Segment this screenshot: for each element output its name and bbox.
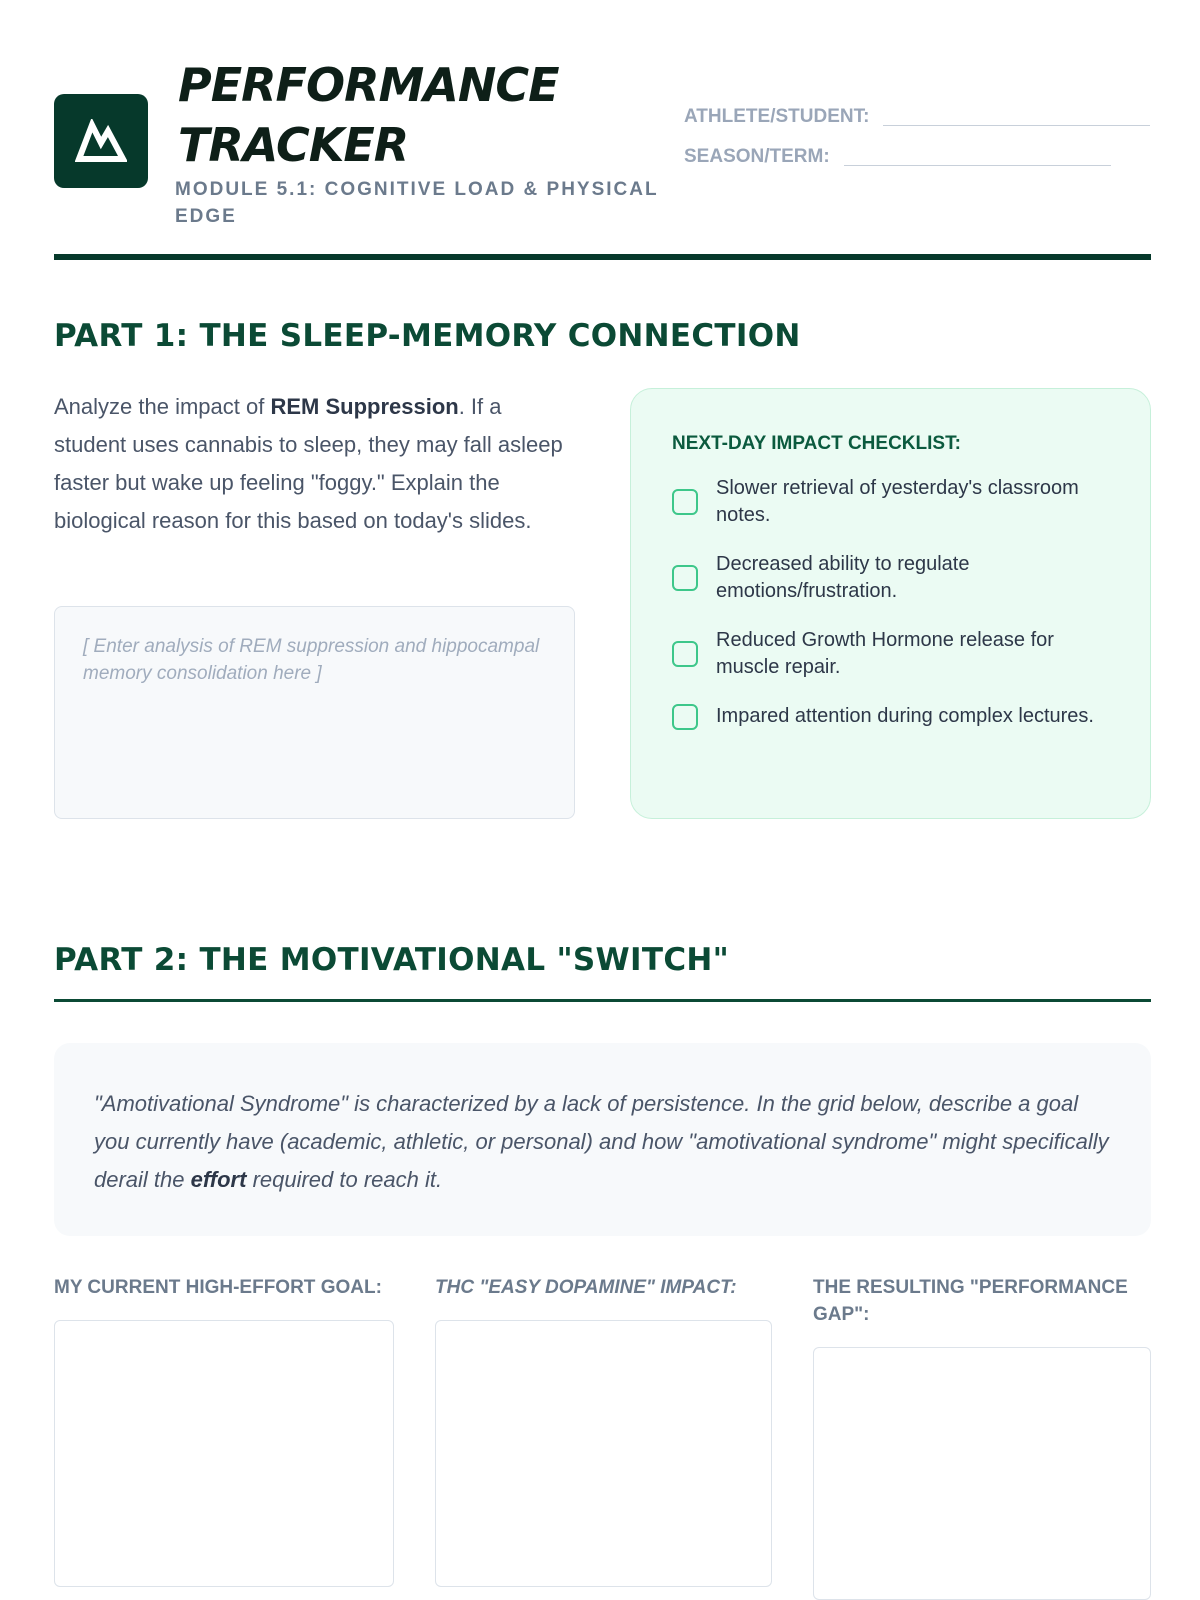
athlete-field-row — [684, 106, 1150, 128]
quote-text-end: required to reach it. — [246, 1167, 443, 1192]
goal-column-label: MY CURRENT HIGH-EFFORT GOAL: — [54, 1277, 382, 1298]
title-line-1: PERFORMANCE — [178, 58, 559, 112]
part1-instructions — [54, 388, 574, 540]
intro-bold-term: REM Suppression — [270, 394, 459, 419]
title-line-2: TRACKER — [178, 118, 409, 172]
module-subtitle: MODULE 5.1: COGNITIVE LOAD & PHYSICAL EDGE — [175, 179, 659, 227]
checklist-item-label: Impared attention during complex lectures. — [716, 705, 1094, 727]
checkbox[interactable] — [672, 565, 698, 591]
page-title — [178, 55, 648, 175]
checklist-item-label: Reduced Growth Hormone release for muscle repair. — [716, 629, 1054, 678]
logo — [54, 94, 148, 188]
checkbox[interactable] — [672, 704, 698, 730]
checklist-item-label: Decreased ability to regulate emotions/frustration. — [716, 553, 970, 602]
quote-bold-term: effort — [190, 1167, 247, 1192]
rem-analysis-input[interactable] — [54, 606, 575, 819]
quote-text-start: "Amotivational Syndrome" is characterized by a lack of persistence. In the grid below, describe a goal you currently have (academic, athletic, or personal) and how "amotivational syndrome" might specifically derail the — [94, 1091, 1109, 1192]
answer-placeholder: [ Enter analysis of REM suppression and hippocampal memory consolidation here ] — [83, 636, 540, 684]
thc-impact-input[interactable] — [435, 1320, 772, 1587]
season-field[interactable] — [844, 165, 1111, 166]
thc-impact-column-label: THC "EASY DOPAMINE" IMPACT: — [435, 1277, 737, 1298]
athlete-field[interactable] — [883, 125, 1150, 126]
impact-checklist — [630, 388, 1151, 819]
checkbox[interactable] — [672, 641, 698, 667]
intro-text-end: . If a student uses cannabis to sleep, they may fall asleep faster but wake up feeling "foggy." Explain the biological reason for this based on today's slides. — [54, 394, 563, 533]
performance-gap-input[interactable] — [813, 1347, 1151, 1600]
part2-title: PART 2: THE MOTIVATIONAL "SWITCH" — [54, 942, 730, 978]
goal-input[interactable] — [54, 1320, 394, 1587]
intro-text-start: Analyze the impact of — [54, 394, 271, 419]
checklist-item-label: Slower retrieval of yesterday's classroom notes. — [716, 477, 1079, 526]
season-field-row — [684, 146, 1111, 168]
checklist-item — [672, 475, 1110, 529]
part2-instructions — [54, 1043, 1151, 1236]
checklist-item — [672, 627, 1110, 681]
season-label: SEASON/TERM: — [684, 146, 830, 167]
checkbox[interactable] — [672, 489, 698, 515]
part2-divider — [54, 999, 1151, 1002]
checklist-title: NEXT-DAY IMPACT CHECKLIST: — [672, 433, 961, 454]
checklist-item — [672, 551, 1110, 605]
checklist-item — [672, 703, 1110, 730]
mountain-icon — [75, 119, 127, 163]
athlete-label: ATHLETE/STUDENT: — [684, 106, 870, 127]
part1-title: PART 1: THE SLEEP-MEMORY CONNECTION — [54, 318, 801, 354]
header-divider — [54, 254, 1151, 260]
performance-gap-column-label: THE RESULTING "PERFORMANCE GAP": — [813, 1277, 1128, 1325]
